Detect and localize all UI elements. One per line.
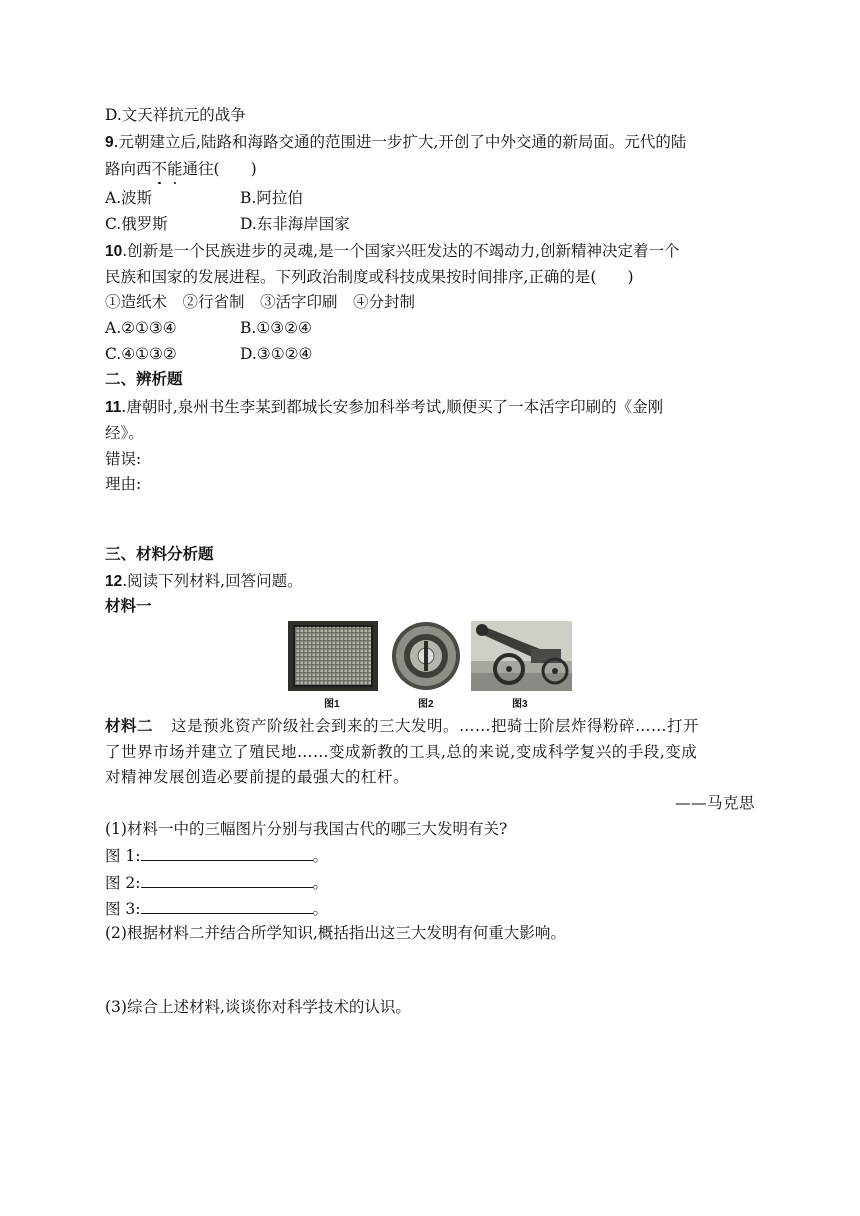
q9-option-d: D.东非海岸国家 [240, 215, 350, 233]
q9-text1: .元朝建立后,陆路和海路交通的范围进一步扩大,开创了中外交通的新局面。元代的陆 [113, 133, 687, 151]
section-3-title: 三、材料分析题 [105, 546, 214, 563]
material-1-figures [288, 621, 572, 711]
figure-1-caption: 图1 [324, 699, 340, 710]
fig1-answer-line [105, 845, 328, 867]
q9-stem-line1 [105, 131, 686, 154]
q12-number: 12 [105, 573, 123, 590]
q9-emphasis-char-2: 能 [167, 160, 183, 178]
q11-error-label: 错误: [105, 450, 142, 468]
figure-1-movable-type-image [288, 621, 378, 691]
q11-stem-line2: 经》。 [105, 424, 144, 442]
q10-text1: .创新是一个民族进步的灵魂,是一个国家兴旺发达的不竭动力,创新精神决定着一个 [122, 242, 680, 260]
q10-stem-line1 [105, 240, 680, 263]
fig1-answer-blank[interactable] [141, 846, 313, 861]
fig3-answer-line [105, 898, 328, 920]
svg-text:·: · [448, 655, 450, 661]
q10-options-row2 [105, 343, 313, 365]
q9-stem-line2 [105, 158, 257, 180]
svg-text:· · · · ·: · · · · · [414, 626, 429, 632]
fig1-label: 图 1: [105, 847, 141, 865]
q9-emphasis-char-1: 不 [151, 160, 168, 178]
figure-3-cannon-image [471, 621, 572, 691]
q12-text: .阅读下列材料,回答问题。 [122, 572, 303, 590]
fig2-answer-blank[interactable] [141, 873, 313, 888]
fig2-answer-line [105, 872, 328, 894]
q9-option-c: C.俄罗斯 [105, 215, 168, 233]
fig3-blank-end: 。 [312, 900, 329, 918]
fig3-label: 图 3: [105, 900, 141, 918]
figure-2-compass-image [390, 621, 462, 691]
q11-stem-line1 [105, 396, 663, 419]
q10-stem-line2: 民族和国家的发展进程。下列政治制度或科技成果按时间排序,正确的是( ) [105, 268, 634, 286]
material-2-line1 [105, 715, 699, 738]
material-2-line2: 了世界市场并建立了殖民地……变成新教的工具,总的来说,变成科学复兴的手段,变成 [105, 743, 698, 761]
figure-2-caption: 图2 [418, 699, 434, 710]
material-2-text1: 这是预兆资产阶级社会到来的三大发明。……把骑士阶层炸得粉碎……打开 [171, 717, 700, 735]
material-1-label: 材料一 [105, 598, 152, 615]
q11-text1: .唐朝时,泉州书生李某到都城长安参加科举考试,顺便买了一本活字印刷的《金刚 [121, 398, 664, 416]
svg-text:·: · [400, 655, 402, 661]
q12-sub1: (1)材料一中的三幅图片分别与我国古代的哪三大发明有关? [105, 820, 508, 838]
q12-sub3: (3)综合上述材料,谈谈你对科学技术的认识。 [105, 998, 411, 1016]
material-2-attribution: ——马克思 [674, 794, 755, 812]
q9-number: 9 [105, 134, 114, 151]
fig2-blank-end: 。 [312, 874, 329, 892]
q10-items: ①造纸术 ②行省制 ③活字印刷 ④分封制 [105, 293, 416, 311]
q10-option-c: C.④①③② [105, 345, 177, 363]
q9-options-row2 [105, 213, 350, 235]
q11-reason-label: 理由: [105, 475, 142, 493]
q12-sub2: (2)根据材料二并结合所学知识,概括指出这三大发明有何重大影响。 [105, 924, 566, 942]
q10-option-a: A.②①③④ [105, 319, 177, 337]
q9-options-row1 [105, 187, 303, 209]
q12-stem [105, 570, 303, 593]
q9-option-b: B.阿拉伯 [240, 189, 303, 207]
fig2-label: 图 2: [105, 874, 141, 892]
fig3-answer-blank[interactable] [141, 899, 313, 914]
q9-text2-post: 通往( ) [182, 160, 257, 178]
material-2-line3: 对精神发展创造必要前提的最强大的杠杆。 [105, 768, 410, 786]
material-2-label: 材料二 [105, 718, 154, 735]
q11-number: 11 [105, 399, 122, 416]
figure-3-caption: 图3 [512, 699, 528, 710]
q10-options-row1 [105, 317, 312, 339]
fig1-blank-end: 。 [312, 847, 329, 865]
q9-text2-pre: 路向西 [105, 160, 152, 178]
q10-option-d: D.③①②④ [240, 345, 313, 363]
q10-option-b: B.①③②④ [240, 319, 312, 337]
section-2-title: 二、辨析题 [105, 371, 183, 388]
q8-option-d: D.文天祥抗元的战争 [105, 106, 246, 124]
q9-option-a: A.波斯 [105, 189, 153, 207]
q10-number: 10 [105, 243, 123, 260]
